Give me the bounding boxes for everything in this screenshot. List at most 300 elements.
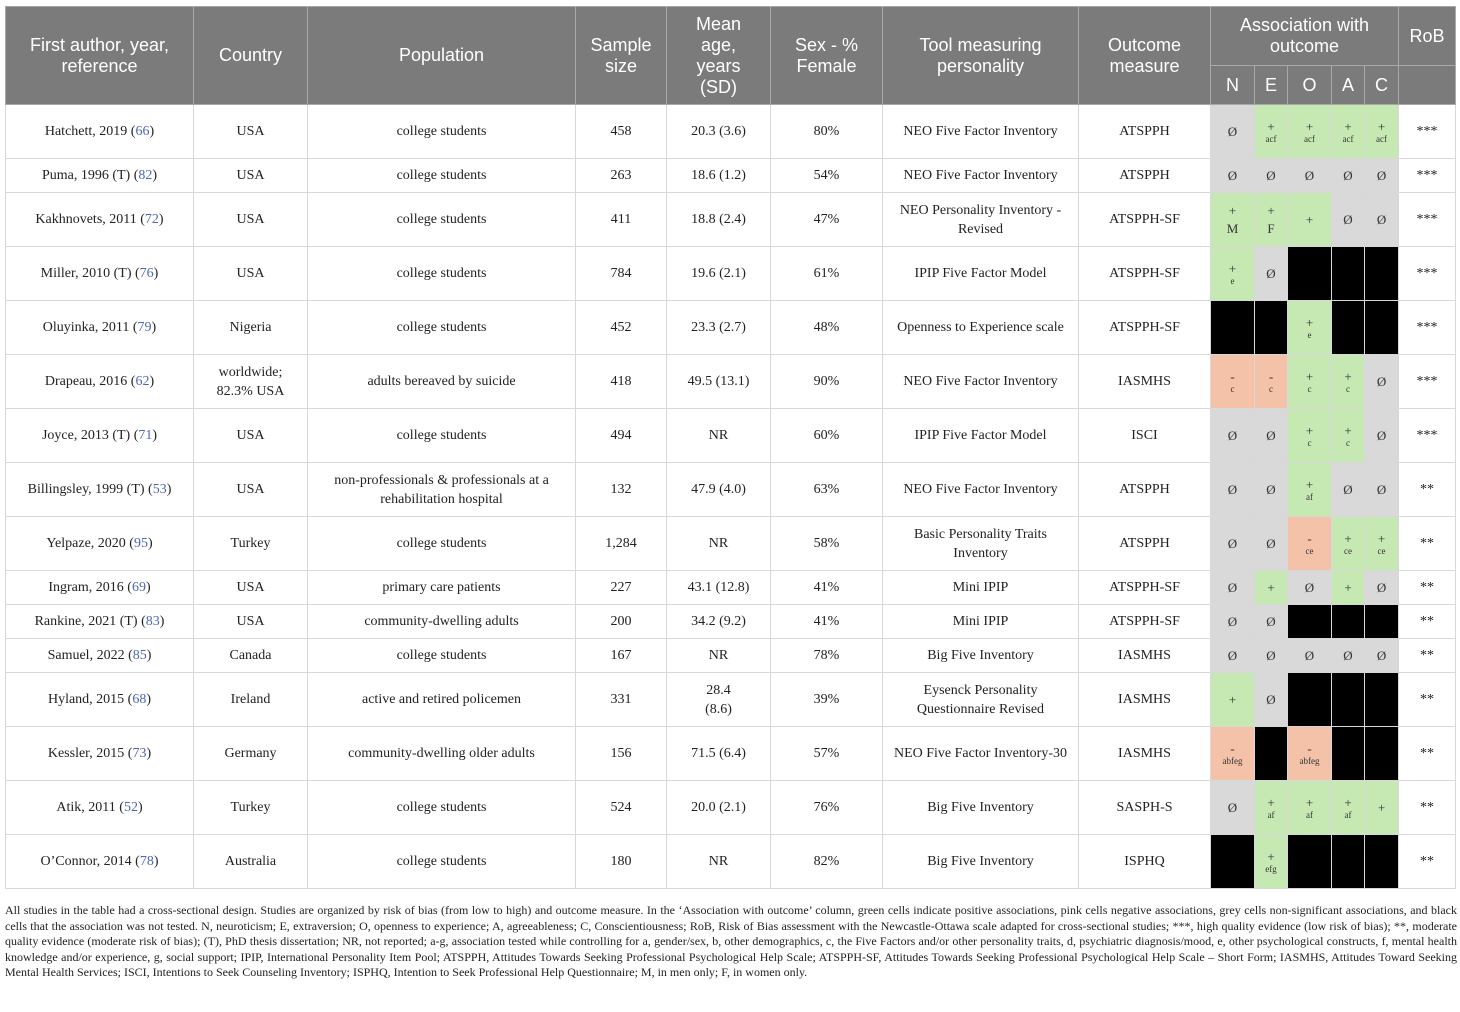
- assoc-cell-o: [1288, 463, 1332, 517]
- assoc-qualifier: c: [1230, 383, 1235, 394]
- assoc-cell-a: [1332, 301, 1365, 355]
- reference-link[interactable]: 73: [132, 746, 147, 761]
- header-age: Mean age, years (SD): [667, 7, 771, 105]
- assoc-cell-o: [1288, 409, 1332, 463]
- cell-sex: 41%: [771, 571, 883, 605]
- assoc-cell-a: [1332, 727, 1365, 781]
- cell-sex: 48%: [771, 301, 883, 355]
- cell-age: 20.3 (3.6): [667, 105, 771, 159]
- assoc-cell-n: [1211, 159, 1255, 193]
- assoc-value: Ø: [1227, 799, 1238, 815]
- cell-rob: ***: [1399, 247, 1456, 301]
- assoc-value: Ø: [1227, 613, 1238, 629]
- assoc-value: Ø: [1304, 167, 1315, 183]
- cell-sample: 452: [576, 301, 667, 355]
- assoc-cell-c: [1365, 409, 1399, 463]
- cell-outcome: IASMHS: [1079, 727, 1211, 781]
- cell-population: community-dwelling older adults: [308, 727, 576, 781]
- assoc-value: Ø: [1227, 647, 1238, 663]
- cell-author: Hatchett, 2019 (66): [6, 105, 194, 159]
- table-body: [6, 105, 1456, 889]
- assoc-cell-o: [1288, 835, 1332, 889]
- cell-author: Billingsley, 1999 (T) (53): [6, 463, 194, 517]
- cell-tool: NEO Five Factor Inventory-30: [883, 727, 1079, 781]
- assoc-value: -: [1230, 368, 1235, 384]
- assoc-value: +: [1305, 314, 1314, 330]
- assoc-value: Ø: [1266, 535, 1276, 551]
- assoc-cell-n: [1211, 673, 1255, 727]
- cell-country: Australia: [194, 835, 308, 889]
- assoc-value: Ø: [1343, 647, 1353, 663]
- cell-age: 43.1 (12.8): [667, 571, 771, 605]
- cell-sample: 494: [576, 409, 667, 463]
- assoc-cell-e: [1255, 105, 1288, 159]
- header-sample: Sample size: [576, 7, 667, 105]
- cell-sample: 200: [576, 605, 667, 639]
- table-row: [6, 355, 1456, 409]
- cell-rob: **: [1399, 463, 1456, 517]
- assoc-cell-c: [1365, 605, 1399, 639]
- cell-country: Nigeria: [194, 301, 308, 355]
- cell-sex: 63%: [771, 463, 883, 517]
- assoc-cell-n: [1211, 571, 1255, 605]
- assoc-cell-n: [1211, 605, 1255, 639]
- assoc-cell-e: [1255, 639, 1288, 673]
- assoc-cell-c: [1365, 639, 1399, 673]
- cell-author: O’Connor, 2014 (78): [6, 835, 194, 889]
- assoc-cell-a: [1332, 409, 1365, 463]
- assoc-qualifier: ce: [1377, 545, 1386, 556]
- assoc-cell-e: [1255, 355, 1288, 409]
- assoc-value: +: [1267, 848, 1275, 864]
- assoc-cell-o: [1288, 673, 1332, 727]
- header-association: Association with outcome: [1211, 7, 1399, 66]
- assoc-value: +: [1228, 691, 1237, 707]
- assoc-cell-e: [1255, 727, 1288, 781]
- cell-age: 47.9 (4.0): [667, 463, 771, 517]
- assoc-cell-o: [1288, 605, 1332, 639]
- table-row: [6, 247, 1456, 301]
- cell-outcome: ATSPPH: [1079, 463, 1211, 517]
- assoc-value: Ø: [1266, 481, 1276, 497]
- assoc-value: Ø: [1227, 167, 1238, 183]
- cell-rob: ***: [1399, 105, 1456, 159]
- cell-population: college students: [308, 105, 576, 159]
- assoc-qualifier: F: [1267, 220, 1275, 236]
- author-text: O’Connor, 2014 (: [40, 854, 140, 869]
- assoc-cell-o: [1288, 571, 1332, 605]
- assoc-cell-a: [1332, 639, 1365, 673]
- assoc-value: Ø: [1376, 167, 1387, 183]
- cell-outcome: ATSPPH-SF: [1079, 193, 1211, 247]
- assoc-qualifier: af: [1267, 809, 1275, 820]
- cell-sex: 78%: [771, 639, 883, 673]
- assoc-cell-e: [1255, 517, 1288, 571]
- cell-author: Samuel, 2022 (85): [6, 639, 194, 673]
- author-text: Oluyinka, 2011 (: [42, 320, 138, 335]
- cell-tool: Basic Personality Traits Inventory: [883, 517, 1079, 571]
- assoc-cell-e: [1255, 301, 1288, 355]
- assoc-value: Ø: [1376, 647, 1387, 663]
- assoc-cell-e: [1255, 781, 1288, 835]
- table-row: [6, 463, 1456, 517]
- assoc-value: Ø: [1376, 211, 1387, 227]
- author-text: Drapeau, 2016 (: [44, 374, 136, 389]
- reference-link[interactable]: 52: [123, 800, 138, 815]
- cell-author: Rankine, 2021 (T) (83): [6, 605, 194, 639]
- assoc-cell-o: [1288, 193, 1332, 247]
- assoc-cell-c: [1365, 193, 1399, 247]
- assoc-cell-o: [1288, 105, 1332, 159]
- cell-sex: 54%: [771, 159, 883, 193]
- header-sex: Sex - % Female: [771, 7, 883, 105]
- cell-age: 20.0 (2.1): [667, 781, 771, 835]
- header-rob: RoB: [1399, 7, 1456, 66]
- assoc-qualifier: af: [1344, 809, 1352, 820]
- cell-sample: 411: [576, 193, 667, 247]
- assoc-value: +: [1267, 202, 1275, 218]
- assoc-value: +: [1344, 118, 1352, 134]
- cell-population: college students: [308, 781, 576, 835]
- cell-tool: NEO Five Factor Inventory: [883, 463, 1079, 517]
- cell-population: community-dwelling adults: [308, 605, 576, 639]
- assoc-value: +: [1377, 530, 1386, 546]
- assoc-cell-c: [1365, 571, 1399, 605]
- cell-sample: 132: [576, 463, 667, 517]
- assoc-cell-o: [1288, 517, 1332, 571]
- cell-rob: **: [1399, 673, 1456, 727]
- assoc-cell-e: [1255, 673, 1288, 727]
- assoc-value: +: [1228, 260, 1237, 276]
- cell-tool: Mini IPIP: [883, 605, 1079, 639]
- assoc-qualifier: efg: [1265, 863, 1277, 874]
- assoc-value: Ø: [1227, 535, 1238, 551]
- reference-link[interactable]: 68: [132, 692, 147, 707]
- assoc-value: +: [1267, 579, 1275, 595]
- table-row: [6, 727, 1456, 781]
- assoc-qualifier: acf: [1376, 133, 1387, 144]
- cell-rob: **: [1399, 835, 1456, 889]
- table-row: [6, 571, 1456, 605]
- assoc-cell-c: [1365, 301, 1399, 355]
- assoc-value: Ø: [1266, 613, 1276, 629]
- cell-tool: Mini IPIP: [883, 571, 1079, 605]
- footnote-text: All studies in the table had a cross-sectional design. Studies are organized by risk of bias (from low to high) and outcome measure. In the ‘Association with outcome’ column, green cells indicate positive associations, pink cells negative associations, grey cells non-significant associations, and black cells that the association was not tested. N, neuroticism; E, extraversion; O, openness to experience; A, agreeableness; C, Conscientiousness; RoB, Risk of Bias assessment with the Newcastle-Ottawa scale adapted for cross-sectional studies; ***, high quality evidence (low risk of bias); **, moderate quality evidence (moderate risk of bias); (T), PhD thesis dissertation; NR, not reported; a-g, association tested while controlling for a, gender/sex, b, other demographics, c, the Five Factors and/or other personality traits, d, psychiatric diagnosis/mood, e, other psychological constructs, f, mental health knowledge and/or experience, g, social support; IPIP, International Personality Item Pool; ATSPPH, Attitudes Towards Seeking Professional Psychological Help Scale; ATSPPH-SF, Attitudes Towards Seeking Professional Psychological Help Scale – Short Form; IASMHS, Attitudes Toward Seeking Mental Health Services; ISCI, Intentions to Seek Counseling Inventory; ISPHQ, Intention to Seek Professional Help Questionnaire; M, in men only; F, in women only.: [5, 903, 1457, 979]
- header-trait-n: N: [1211, 66, 1255, 105]
- table-footnote: [5, 903, 1457, 981]
- assoc-qualifier: acf: [1342, 133, 1354, 144]
- assoc-qualifier: c: [1346, 383, 1350, 394]
- assoc-value: Ø: [1266, 167, 1276, 183]
- table-container: [5, 6, 1455, 889]
- reference-link[interactable]: 71: [138, 428, 153, 443]
- assoc-cell-n: [1211, 639, 1255, 673]
- assoc-cell-o: [1288, 247, 1332, 301]
- assoc-cell-o: [1288, 355, 1332, 409]
- cell-country: USA: [194, 105, 308, 159]
- assoc-value: +: [1344, 368, 1352, 384]
- cell-author: Kakhnovets, 2011 (72): [6, 193, 194, 247]
- cell-outcome: IASMHS: [1079, 355, 1211, 409]
- cell-age: NR: [667, 835, 771, 889]
- assoc-cell-n: [1211, 355, 1255, 409]
- assoc-value: +: [1305, 422, 1314, 438]
- table-row: [6, 835, 1456, 889]
- cell-sample: 227: [576, 571, 667, 605]
- header-country: Country: [194, 7, 308, 105]
- assoc-qualifier: abfeg: [1222, 755, 1243, 766]
- author-text: Kakhnovets, 2011 (: [35, 212, 145, 227]
- assoc-cell-a: [1332, 355, 1365, 409]
- cell-sample: 331: [576, 673, 667, 727]
- assoc-value: Ø: [1343, 167, 1353, 183]
- assoc-cell-a: [1332, 673, 1365, 727]
- cell-population: non-professionals & professionals at a rehabilitation hospital: [308, 463, 576, 517]
- cell-country: worldwide; 82.3% USA: [194, 355, 308, 409]
- cell-outcome: SASPH-S: [1079, 781, 1211, 835]
- assoc-cell-c: [1365, 727, 1399, 781]
- assoc-cell-a: [1332, 463, 1365, 517]
- assoc-value: Ø: [1266, 691, 1276, 707]
- cell-outcome: ATSPPH: [1079, 105, 1211, 159]
- cell-age: 23.3 (2.7): [667, 301, 771, 355]
- author-text: Joyce, 2013 (T) (: [41, 428, 139, 443]
- assoc-cell-c: [1365, 105, 1399, 159]
- cell-country: Canada: [194, 639, 308, 673]
- cell-outcome: ATSPPH-SF: [1079, 571, 1211, 605]
- assoc-value: Ø: [1266, 647, 1276, 663]
- table-row: [6, 517, 1456, 571]
- cell-sex: 39%: [771, 673, 883, 727]
- cell-rob: ***: [1399, 355, 1456, 409]
- assoc-value: +: [1267, 794, 1275, 810]
- author-text: Yelpaze, 2020 (: [46, 536, 134, 551]
- cell-tool: Big Five Inventory: [883, 639, 1079, 673]
- assoc-value: Ø: [1343, 481, 1353, 497]
- assoc-cell-c: [1365, 781, 1399, 835]
- table-row: [6, 409, 1456, 463]
- cell-author: Puma, 1996 (T) (82): [6, 159, 194, 193]
- assoc-value: Ø: [1227, 579, 1238, 595]
- assoc-qualifier: acf: [1265, 133, 1277, 144]
- cell-author: Hyland, 2015 (68): [6, 673, 194, 727]
- cell-country: USA: [194, 605, 308, 639]
- cell-population: primary care patients: [308, 571, 576, 605]
- assoc-cell-c: [1365, 835, 1399, 889]
- cell-outcome: ISPHQ: [1079, 835, 1211, 889]
- cell-rob: ***: [1399, 159, 1456, 193]
- author-text: Ingram, 2016 (: [48, 580, 132, 595]
- cell-sample: 263: [576, 159, 667, 193]
- reference-link[interactable]: 72: [144, 212, 159, 227]
- cell-outcome: ATSPPH: [1079, 517, 1211, 571]
- cell-population: college students: [308, 639, 576, 673]
- assoc-cell-a: [1332, 247, 1365, 301]
- cell-sample: 1,284: [576, 517, 667, 571]
- cell-tool: NEO Five Factor Inventory: [883, 355, 1079, 409]
- assoc-value: Ø: [1376, 481, 1387, 497]
- cell-country: Ireland: [194, 673, 308, 727]
- studies-table: [5, 6, 1456, 889]
- cell-outcome: ATSPPH-SF: [1079, 247, 1211, 301]
- assoc-cell-a: [1332, 835, 1365, 889]
- assoc-value: +: [1344, 579, 1352, 595]
- reference-link[interactable]: 66: [135, 124, 150, 139]
- assoc-cell-a: [1332, 159, 1365, 193]
- assoc-cell-c: [1365, 517, 1399, 571]
- cell-rob: ***: [1399, 193, 1456, 247]
- assoc-cell-e: [1255, 193, 1288, 247]
- assoc-cell-o: [1288, 639, 1332, 673]
- cell-author: Miller, 2010 (T) (76): [6, 247, 194, 301]
- assoc-value: +: [1305, 118, 1314, 134]
- cell-country: Turkey: [194, 781, 308, 835]
- cell-tool: IPIP Five Factor Model: [883, 247, 1079, 301]
- header-trait-e: E: [1255, 66, 1288, 105]
- cell-rob: **: [1399, 727, 1456, 781]
- assoc-value: Ø: [1376, 427, 1387, 443]
- assoc-cell-n: [1211, 247, 1255, 301]
- header-rob-blank: [1399, 66, 1456, 105]
- assoc-cell-c: [1365, 463, 1399, 517]
- assoc-cell-e: [1255, 571, 1288, 605]
- cell-population: college students: [308, 835, 576, 889]
- assoc-value: Ø: [1227, 427, 1238, 443]
- cell-country: USA: [194, 159, 308, 193]
- assoc-value: Ø: [1343, 211, 1353, 227]
- assoc-qualifier: e: [1230, 275, 1235, 286]
- cell-sex: 80%: [771, 105, 883, 159]
- assoc-cell-n: [1211, 517, 1255, 571]
- reference-link[interactable]: 85: [132, 648, 147, 663]
- table-row: [6, 105, 1456, 159]
- cell-author: Atik, 2011 (52): [6, 781, 194, 835]
- cell-rob: **: [1399, 781, 1456, 835]
- assoc-cell-c: [1365, 247, 1399, 301]
- cell-age: NR: [667, 517, 771, 571]
- cell-sample: 180: [576, 835, 667, 889]
- assoc-qualifier: af: [1306, 491, 1313, 502]
- assoc-cell-c: [1365, 159, 1399, 193]
- assoc-cell-n: [1211, 105, 1255, 159]
- assoc-value: +: [1305, 211, 1314, 227]
- cell-sex: 61%: [771, 247, 883, 301]
- cell-country: Germany: [194, 727, 308, 781]
- reference-link[interactable]: 78: [139, 854, 154, 869]
- author-text: Billingsley, 1999 (T) (: [27, 482, 153, 497]
- cell-author: Oluyinka, 2011 (79): [6, 301, 194, 355]
- reference-link[interactable]: 62: [135, 374, 150, 389]
- reference-link[interactable]: 79: [137, 320, 152, 335]
- cell-country: Turkey: [194, 517, 308, 571]
- assoc-qualifier: e: [1307, 329, 1312, 340]
- cell-outcome: IASMHS: [1079, 673, 1211, 727]
- cell-sex: 57%: [771, 727, 883, 781]
- cell-tool: Big Five Inventory: [883, 835, 1079, 889]
- reference-link[interactable]: 95: [133, 536, 148, 551]
- assoc-value: +: [1344, 422, 1352, 438]
- assoc-qualifier: c: [1346, 437, 1350, 448]
- cell-population: college students: [308, 247, 576, 301]
- cell-age: 18.6 (1.2): [667, 159, 771, 193]
- reference-link[interactable]: 69: [131, 580, 146, 595]
- cell-sex: 41%: [771, 605, 883, 639]
- assoc-value: +: [1305, 794, 1314, 810]
- assoc-value: +: [1377, 799, 1386, 815]
- cell-sample: 167: [576, 639, 667, 673]
- cell-country: USA: [194, 571, 308, 605]
- cell-author: Drapeau, 2016 (62): [6, 355, 194, 409]
- assoc-cell-o: [1288, 159, 1332, 193]
- cell-population: adults bereaved by suicide: [308, 355, 576, 409]
- assoc-cell-n: [1211, 781, 1255, 835]
- header-trait-a: A: [1332, 66, 1365, 105]
- assoc-value: Ø: [1227, 123, 1238, 139]
- assoc-value: +: [1267, 118, 1275, 134]
- cell-tool: IPIP Five Factor Model: [883, 409, 1079, 463]
- header-population: Population: [308, 7, 576, 105]
- cell-population: college students: [308, 409, 576, 463]
- header-tool: Tool measuring personality: [883, 7, 1079, 105]
- assoc-cell-a: [1332, 571, 1365, 605]
- cell-population: college students: [308, 517, 576, 571]
- assoc-qualifier: ce: [1305, 545, 1314, 556]
- assoc-cell-c: [1365, 355, 1399, 409]
- table-row: [6, 301, 1456, 355]
- assoc-value: +: [1228, 202, 1237, 218]
- assoc-value: Ø: [1304, 579, 1315, 595]
- cell-outcome: ISCI: [1079, 409, 1211, 463]
- cell-population: college students: [308, 193, 576, 247]
- cell-sample: 524: [576, 781, 667, 835]
- cell-tool: NEO Five Factor Inventory: [883, 105, 1079, 159]
- assoc-value: Ø: [1266, 265, 1276, 281]
- cell-age: 19.6 (2.1): [667, 247, 771, 301]
- cell-sex: 47%: [771, 193, 883, 247]
- cell-outcome: IASMHS: [1079, 639, 1211, 673]
- cell-age: 34.2 (9.2): [667, 605, 771, 639]
- header-trait-o: O: [1288, 66, 1332, 105]
- cell-rob: ***: [1399, 301, 1456, 355]
- cell-sample: 418: [576, 355, 667, 409]
- reference-link[interactable]: 53: [152, 482, 167, 497]
- assoc-value: +: [1344, 794, 1352, 810]
- assoc-cell-n: [1211, 409, 1255, 463]
- reference-link[interactable]: 83: [145, 614, 160, 629]
- cell-tool: Eysenck Personality Questionnaire Revised: [883, 673, 1079, 727]
- table-row: [6, 159, 1456, 193]
- cell-sex: 58%: [771, 517, 883, 571]
- cell-author: Ingram, 2016 (69): [6, 571, 194, 605]
- cell-age: 49.5 (13.1): [667, 355, 771, 409]
- assoc-cell-a: [1332, 193, 1365, 247]
- header-trait-c: C: [1365, 66, 1399, 105]
- assoc-value: Ø: [1376, 579, 1387, 595]
- reference-link[interactable]: 82: [138, 168, 153, 183]
- assoc-cell-n: [1211, 463, 1255, 517]
- table-row: [6, 781, 1456, 835]
- cell-sample: 458: [576, 105, 667, 159]
- reference-link[interactable]: 76: [139, 266, 154, 281]
- assoc-qualifier: acf: [1304, 133, 1315, 144]
- cell-author: Kessler, 2015 (73): [6, 727, 194, 781]
- cell-author: Yelpaze, 2020 (95): [6, 517, 194, 571]
- cell-rob: **: [1399, 639, 1456, 673]
- cell-outcome: ATSPPH: [1079, 159, 1211, 193]
- author-text: Rankine, 2021 (T) (: [34, 614, 146, 629]
- assoc-cell-n: [1211, 301, 1255, 355]
- cell-rob: **: [1399, 571, 1456, 605]
